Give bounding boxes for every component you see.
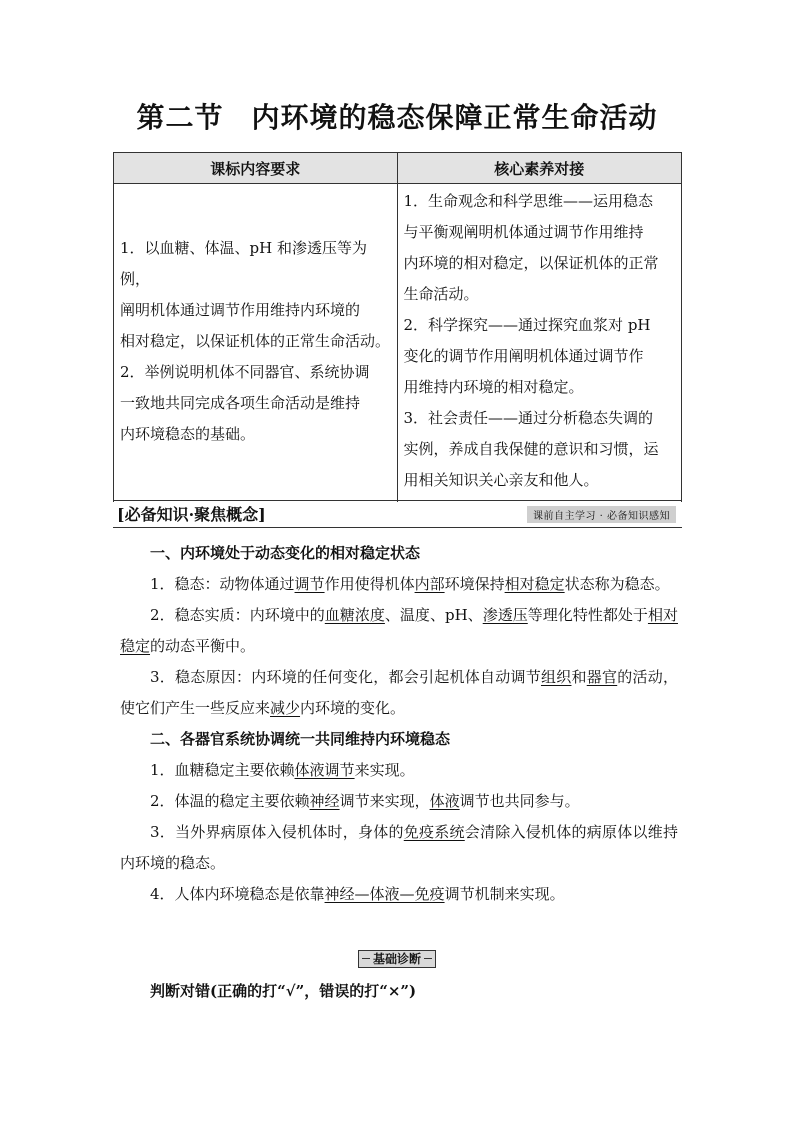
competencies-line: 2．科学探究——通过探究血浆对 pH (403, 316, 651, 334)
competencies-cell (397, 184, 682, 503)
competencies-line: 与平衡观阐明机体通过调节作用维持 (403, 223, 644, 241)
heading-1: 一、内环境处于动态变化的相对稳定状态 (150, 544, 421, 562)
answer-blank: 调节 (294, 575, 325, 593)
standards-line: 一致地共同完成各项生命活动是维持 (120, 393, 361, 412)
answer-blank: 神经—体液—免疫 (324, 885, 445, 903)
paragraph-4: 1．血糖稳定主要依赖体液调节来实现。 (150, 761, 415, 779)
paragraph-6: 3．当外界病原体入侵机体时，身体的免疫系统会清除入侵机体的病原体以维持内环境的稳态。 (120, 823, 678, 872)
competencies-line: 生命活动。 (403, 285, 479, 303)
diagnosis-wrap (0, 948, 794, 968)
competencies-line: 3．社会责任——通过分析稳态失调的 (403, 409, 654, 427)
competencies-line: 实例，养成自我保健的意识和习惯，运 (403, 440, 659, 458)
competencies-line: 用维持内环境的相对稳定。 (403, 378, 584, 396)
answer-blank: 血糖浓度 (324, 606, 385, 624)
content-body (120, 538, 678, 910)
standards-line: 阐明机体通过调节作用维持内环境的 (120, 300, 361, 319)
answer-blank: 神经 (309, 792, 340, 810)
section-label: [必备知识·聚焦概念] (117, 505, 266, 524)
standards-line: 相对稳定，以保证机体的正常生命活动。 (120, 331, 391, 350)
competencies-line: 变化的调节作用阐明机体通过调节作 (403, 347, 644, 365)
requirements-table (113, 152, 682, 502)
answer-blank: 器官 (586, 668, 618, 686)
standards-line: 2．举例说明机体不同器官、系统协调 (120, 362, 370, 381)
answer-blank: 相对稳定 (120, 606, 678, 655)
paragraph-3: 3．稳态原因：内环境的任何变化，都会引起机体自动调节组织和器官的活动，使它们产生一些反应来减少内环境的变化。 (120, 668, 678, 717)
answer-blank: 免疫系统 (403, 823, 465, 841)
answer-blank: 减少 (270, 699, 301, 717)
diagnosis-label: 基础诊断 (358, 950, 436, 968)
answer-blank: 相对稳定 (504, 575, 565, 593)
section-number: 第二节 (136, 101, 224, 134)
heading-2: 二、各器官系统协调统一共同维持内环境稳态 (150, 730, 451, 748)
table-header-standards: 课标内容要求 (114, 153, 398, 184)
paragraph-1: 1．稳态：动物体通过调节作用使得机体内部环境保持相对稳定状态称为稳态。 (150, 575, 670, 593)
section-tag: 课前自主学习 · 必备知识感知 (527, 506, 676, 523)
standards-line: 内环境稳态的基础。 (120, 424, 256, 443)
judge-instruction: 判断对错(正确的打“√”，错误的打“×”) (150, 982, 417, 1000)
answer-blank: 体液调节 (294, 761, 355, 779)
competencies-line: 用相关知识关心亲友和他人。 (403, 471, 599, 489)
table-header-row (114, 153, 682, 184)
section-bar (113, 500, 682, 528)
page-title (0, 96, 794, 136)
answer-blank: 内部 (414, 575, 445, 593)
paragraph-2: 2．稳态实质：内环境中的血糖浓度、温度、pH、渗透压等理化特性都处于相对稳定的动态平衡中。 (120, 606, 678, 655)
standards-cell (114, 184, 398, 503)
answer-blank: 组织 (540, 668, 572, 686)
answer-blank: 体液 (429, 792, 460, 810)
table-header-competencies: 核心素养对接 (397, 153, 682, 184)
paragraph-7: 4．人体内环境稳态是依靠神经—体液—免疫调节机制来实现。 (150, 885, 565, 903)
section-name: 内环境的稳态保障正常生命活动 (251, 101, 658, 134)
competencies-line: 1．生命观念和科学思维——运用稳态 (403, 192, 654, 210)
table-row (114, 184, 682, 503)
competencies-line: 内环境的相对稳定，以保证机体的正常 (403, 254, 659, 272)
answer-blank: 渗透压 (482, 606, 528, 624)
paragraph-5: 2．体温的稳定主要依赖神经调节来实现，体液调节也共同参与。 (150, 792, 580, 810)
standards-line: 1．以血糖、体温、pH 和渗透压等为例， (120, 238, 367, 288)
